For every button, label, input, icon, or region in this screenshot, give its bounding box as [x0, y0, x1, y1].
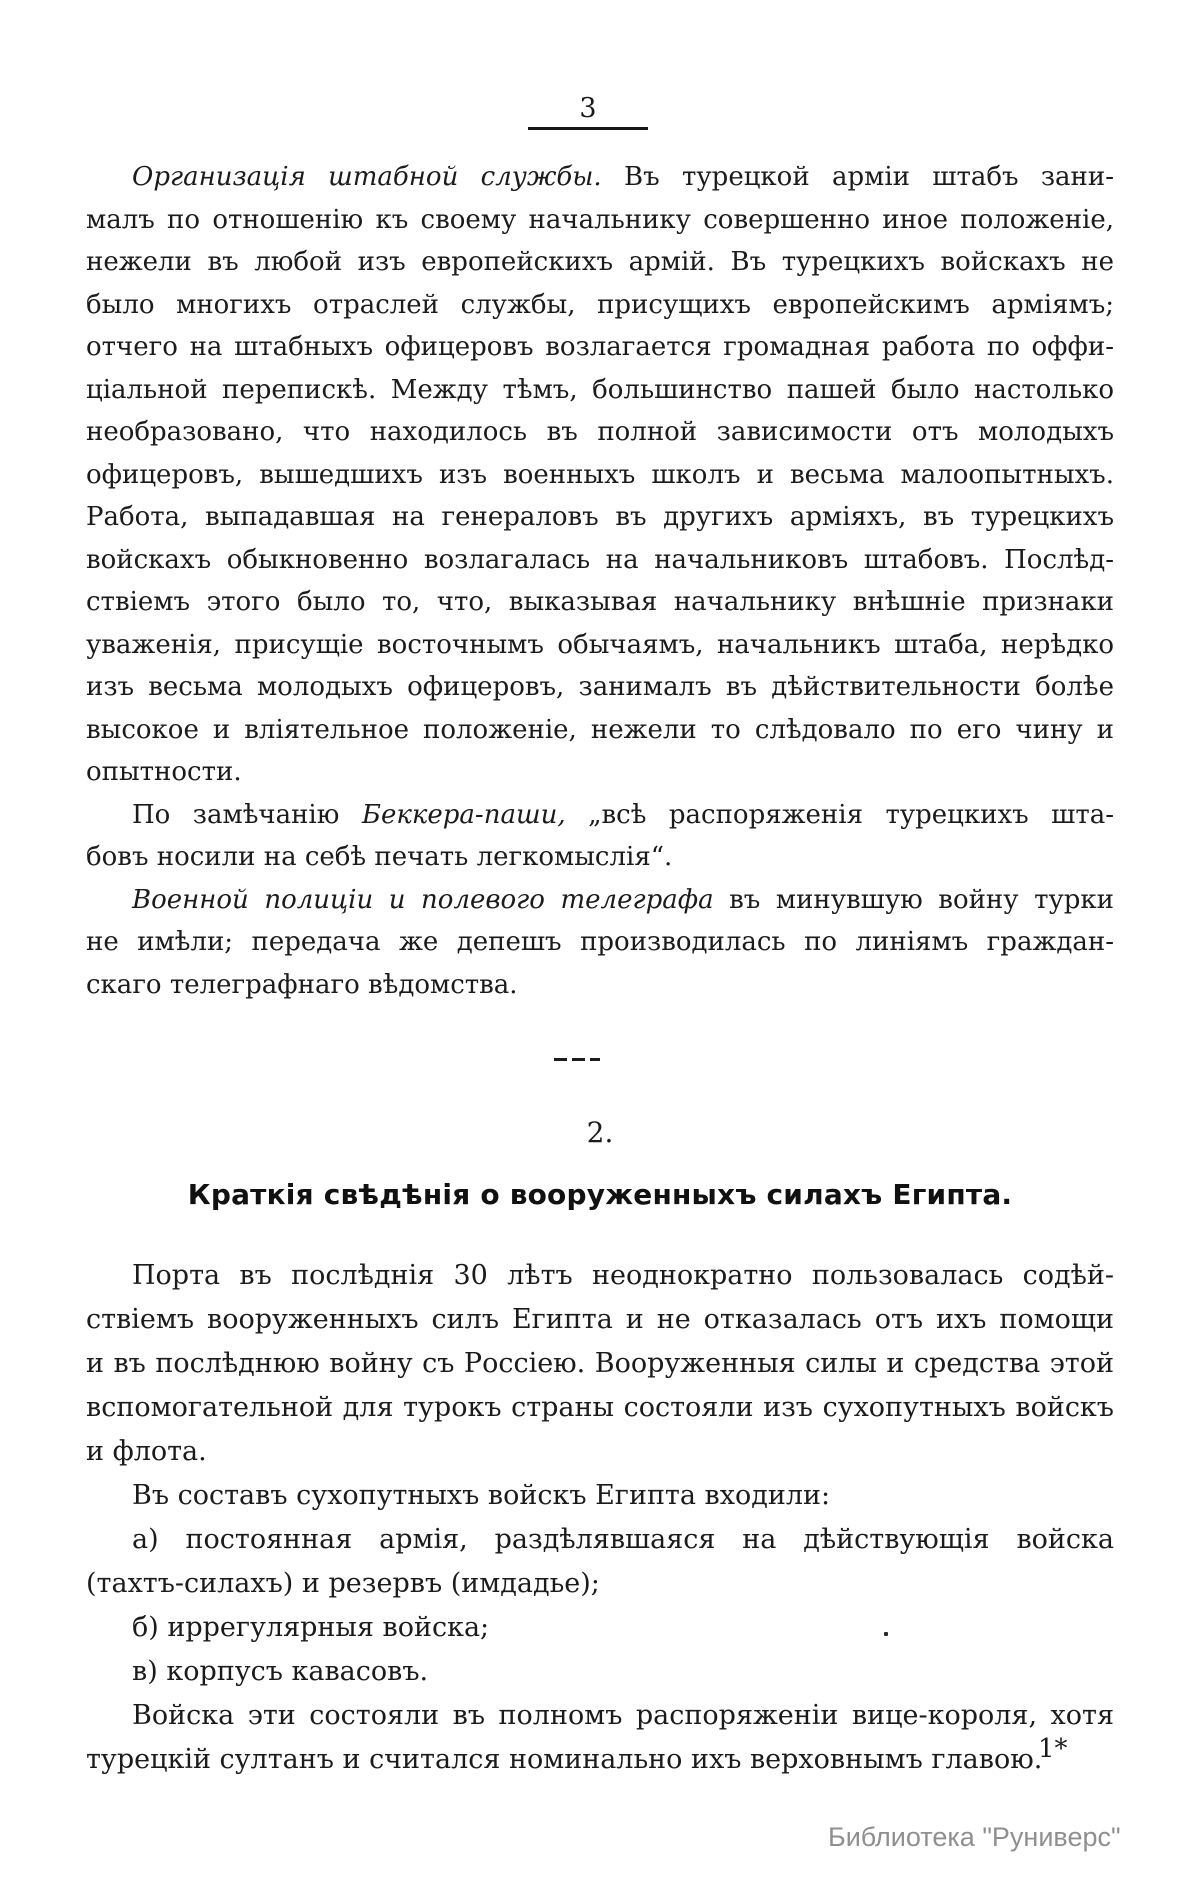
text-line [86, 964, 1114, 1007]
text-line [86, 581, 1114, 624]
section2-title: Краткія свѣдѣнія о вооруженныхъ силахъ Египта. [187, 1178, 1013, 1211]
text-segment: Беккера-паши, [361, 799, 566, 830]
page-number-block [528, 94, 648, 130]
text-line [86, 539, 1114, 582]
text-line [86, 666, 1114, 709]
section2-body [86, 1254, 1114, 1782]
text-line [86, 1474, 1114, 1518]
text-segment: ствіемъ этого было то, что, выказывая начальнику внѣшніе признаки [86, 587, 1114, 617]
text-line [86, 1254, 1114, 1298]
scan-speck [884, 1632, 888, 1636]
text-segment: Военной полиціи и полевого телеграфа [132, 884, 714, 915]
text-segment: бовъ носили на себѣ печать легкомыслія“. [86, 842, 673, 872]
text-segment: Порта въ послѣднія 30 лѣтъ неоднократно пользовалась содѣй- [132, 1260, 1114, 1291]
text-line [86, 369, 1114, 412]
text-segment: турецкій султанъ и считался номинально ихъ верховнымъ главою. [86, 1744, 1043, 1775]
text-segment: изъ весьма молодыхъ офицеровъ, занималъ въ дѣйствительности болѣе [86, 672, 1114, 702]
text-segment: Въ составъ сухопутныхъ войскъ Египта входили: [132, 1480, 831, 1511]
text-line [86, 156, 1114, 199]
text-line [86, 1694, 1114, 1738]
text-segment: ціальной перепискѣ. Между тѣмъ, большинство пашей было настолько [86, 374, 1114, 405]
text-segment: было многихъ отраслей службы, присущихъ европейскимъ арміямъ; [86, 289, 1114, 320]
text-line [86, 1650, 1114, 1694]
text-segment: и флота. [86, 1436, 207, 1467]
section2-number: 2. [586, 1116, 614, 1149]
text-segment: а) постоянная армія, раздѣлявшаяся на дѣйствующія войска [132, 1524, 1114, 1555]
text-line [86, 1562, 1114, 1606]
text-segment: Работа, выпадавшая на генераловъ въ другихъ арміяхъ, въ турецкихъ [86, 502, 1114, 532]
text-segment: Въ турецкой арміи штабъ зани- [601, 162, 1114, 192]
text-segment: опытности. [86, 757, 242, 787]
text-segment: скаго телеграфнаго вѣдомства. [86, 969, 518, 1000]
text-line [86, 709, 1114, 752]
text-segment: офицеровъ, вышедшихъ изъ военныхъ школъ и весьма малоопытныхъ. [86, 459, 1114, 490]
text-segment: малъ по отношенію къ своему начальнику совершенно иное положеніе, [86, 204, 1114, 235]
text-line [86, 326, 1114, 369]
text-segment: Войска эти состояли въ полномъ распоряженіи вице-короля, хотя [132, 1700, 1114, 1731]
text-line [86, 794, 1114, 837]
text-segment: Организація штабной службы. [132, 162, 602, 192]
text-segment: в) корпусъ кавасовъ. [132, 1656, 429, 1687]
page-number: 3 [579, 93, 597, 124]
text-line [86, 284, 1114, 327]
text-line [86, 1518, 1114, 1562]
text-line [86, 879, 1114, 922]
text-line [86, 1386, 1114, 1430]
section1-body [86, 156, 1114, 1006]
text-block [86, 156, 1114, 1782]
text-line [86, 751, 1114, 794]
text-line [86, 1298, 1114, 1342]
text-segment: нежели въ любой изъ европейскихъ армій. Въ турецкихъ войскахъ не [86, 247, 1114, 277]
text-segment: отчего на штабныхъ офицеровъ возлагается громадная работа по оффи- [86, 332, 1114, 362]
text-line [86, 921, 1114, 964]
text-segment: высокое и вліятельное положеніе, нежели то слѣдовало по его чину и [86, 714, 1114, 745]
section-divider [554, 1058, 600, 1061]
text-segment: необразовано, что находилось въ полной зависимости отъ молодыхъ [86, 417, 1114, 447]
text-line [86, 1738, 1114, 1782]
text-segment: „всѣ распоряженія турецкихъ шта- [565, 799, 1114, 830]
text-line [86, 624, 1114, 667]
text-line [86, 836, 1114, 879]
signature-mark: 1* [1038, 1734, 1068, 1764]
text-segment: войскахъ обыкновенно возлагалась на начальниковъ штабовъ. Послѣд- [86, 544, 1114, 575]
page-number-rule [528, 127, 648, 130]
text-line [86, 1430, 1114, 1474]
text-segment: По замѣчанію [132, 799, 362, 830]
text-segment: б) иррегулярныя войска; [132, 1612, 490, 1643]
text-line [86, 199, 1114, 242]
text-segment: вспомогательной для турокъ страны состояли изъ сухопутныхъ войскъ [86, 1392, 1114, 1423]
text-line [86, 496, 1114, 539]
text-line [86, 1342, 1114, 1386]
text-segment: (тахтъ-силахъ) и резервъ (имдадье); [86, 1568, 600, 1599]
text-line [86, 411, 1114, 454]
text-segment: уваженія, присущіе восточнымъ обычаямъ, начальникъ штаба, нерѣдко [86, 629, 1114, 660]
text-segment: не имѣли; передача же депешъ производилась по линіямъ граждан- [86, 927, 1114, 957]
text-line [86, 241, 1114, 284]
text-line [86, 1606, 1114, 1650]
text-line [86, 454, 1114, 497]
text-segment: въ минувшую войну турки [713, 884, 1114, 915]
text-segment: и въ послѣднюю войну съ Россіею. Вооруженныя силы и средства этой [86, 1348, 1114, 1379]
text-segment: ствіемъ вооруженныхъ силъ Египта и не отказалась отъ ихъ помощи [86, 1304, 1114, 1335]
library-watermark: Библиотека "Руниверс" [828, 1822, 1121, 1852]
